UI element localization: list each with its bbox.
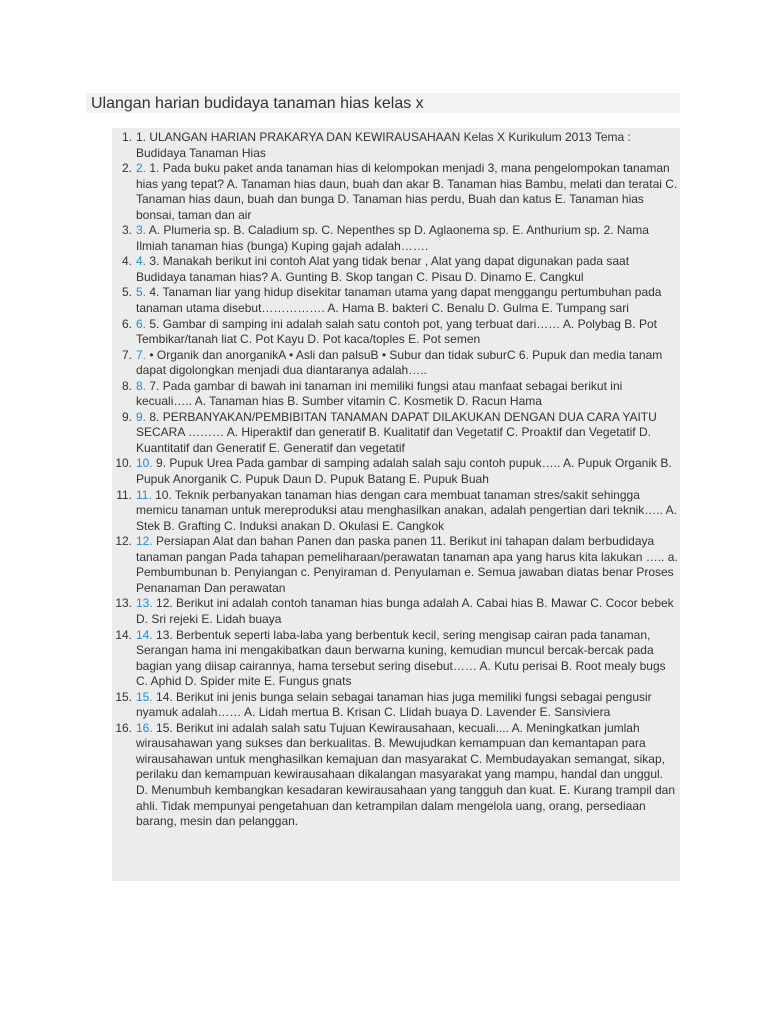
list-item [112, 690, 680, 721]
list-item [112, 223, 680, 254]
list-item-text: 9. Pupuk Urea Pada gambar di samping adalah salah saju contoh pupuk….. A. Pupuk Organik B. Pupuk Anorganik C. Pupuk Daun D. Pupuk Batang E. Pupuk Buah [136, 456, 672, 487]
page-link[interactable]: 16. [136, 720, 153, 735]
list-item [112, 161, 680, 223]
list-item [112, 285, 680, 316]
question-list [112, 128, 680, 830]
page-link[interactable]: 14. [136, 627, 153, 642]
list-item-text: 3. Manakah berikut ini contoh Alat yang tidak benar , Alat yang dapat digunakan pada saat Budidaya tanaman hias? A. Gunting B. Skop tangan C. Pisau D. Dinamo E. Cangkul [136, 254, 630, 284]
list-item-text: A. Plumeria sp. B. Caladium sp. C. Nepenthes sp D. Aglaonema sp. E. Anthurium sp. 2. Nama Ilmiah tanaman hias (bunga) Kuping gajah adalah……. [136, 223, 649, 253]
list-item [112, 254, 680, 285]
list-item-text: 5. Gambar di samping ini adalah salah satu contoh pot, yang terbuat dari…… A. Polybag B. Pot Tembikar/tanah liat C. Pot Kayu D. Pot kaca/toples E. Pot semen [136, 316, 657, 347]
list-item [112, 628, 680, 690]
page-link[interactable]: 6. [136, 316, 147, 331]
list-item-text: 7. Pada gambar di bawah ini tanaman ini memiliki fungsi atau manfaat sebagai berikut ini kecuali….. A. Tanaman hias B. Sumber vitamin C. Kosmetik D. Racun Hama [136, 378, 623, 409]
list-item-number: 8. [121, 378, 132, 393]
list-item-number: 1. [121, 130, 132, 144]
title-bar [86, 93, 680, 113]
list-item-text: 1. ULANGAN HARIAN PRAKARYA DAN KEWIRAUSAHAAN Kelas X Kurikulum 2013 Tema : Budidaya Tanaman Hias [136, 130, 631, 160]
list-item [112, 130, 680, 161]
list-item-number: 9. [121, 409, 132, 424]
list-item-number: 7. [121, 347, 132, 362]
list-item-number: 10. [115, 456, 132, 471]
list-item-number: 6. [121, 316, 132, 331]
list-item-number: 14. [115, 627, 132, 642]
list-item [112, 721, 680, 830]
page-link[interactable]: 12. [136, 534, 153, 549]
list-item-number: 3. [121, 223, 132, 238]
page-link[interactable]: 9. [136, 409, 147, 424]
list-item [112, 379, 680, 410]
list-item-number: 4. [121, 254, 132, 269]
list-item-text: 4. Tanaman liar yang hidup disekitar tanaman utama yang dapat menggangu pertumbuhan pada tanaman utama disebut……………. A. Hama B. bakteri C. Benalu D. Gulma E. Tumpang sari [136, 285, 662, 316]
list-item [112, 488, 680, 535]
list-item-number: 13. [115, 596, 132, 611]
document-title: Ulangan harian budidaya tanaman hias kelas x [91, 95, 424, 112]
list-item-text: Persiapan Alat dan bahan Panen dan paska panen 11. Berikut ini tahapan dalam berbudidaya tanaman pangan Pada tahapan pemeliharaan/perawatan tanaman apa yang harus kita lakukan ….. a. Pembumbunan b. Penyiangan c. Penyiraman d. Penyulaman e. Semua jawaban diatas benar Proses Penanaman Dan perawatan [136, 534, 678, 595]
list-item [112, 534, 680, 596]
page-link[interactable]: 2. [136, 161, 147, 176]
list-item-text: 8. PERBANYAKAN/PEMBIBITAN TANAMAN DAPAT DILAKUKAN DENGAN DUA CARA YAITU SECARA ……… A. Hiperaktif dan generatif B. Kualitatif dan Vegetatif C. Proaktif dan Vegetatif D. Kuantitatif dan Generatif E. Generatif dan vegetatif [136, 409, 657, 455]
list-item-number: 12. [115, 534, 132, 549]
list-item [112, 456, 680, 487]
list-item-text: 12. Berikut ini adalah contoh tanaman hias bunga adalah A. Cabai hias B. Mawar C. Cocor bebek D. Sri rejeki E. Lidah buaya [136, 596, 674, 626]
list-item-text: 14. Berikut ini jenis bunga selain sebagai tanaman hias juga memiliki fungsi sebagai pengusir nyamuk adalah…… A. Lidah mertua B. Krisan C. Llidah buaya D. Lavender E. Sansiviera [136, 689, 652, 720]
list-item [112, 317, 680, 348]
list-item-number: 11. [116, 487, 132, 502]
list-item-text: 13. Berbentuk seperti laba-laba yang berbentuk kecil, sering mengisap cairan pada tanaman, Serangan hama ini mengakibatkan daun berwarna kuning, kemudian muncul bercak-bercak pada bagian yang diisap cairannya, hama tersebut sering disebut…… A. Kutu perisai B. Root mealy bugs C. Aphid D. Spider mite E. Fungus gnats [136, 627, 666, 689]
list-item-number: 5. [121, 285, 132, 300]
page-link[interactable]: 13. [136, 596, 153, 611]
page-link[interactable]: 4. [136, 254, 147, 269]
document-content [112, 128, 680, 881]
list-item [112, 410, 680, 457]
list-item [112, 596, 680, 627]
page-link[interactable]: 3. [136, 223, 147, 238]
page-link[interactable]: 8. [136, 378, 147, 393]
list-item-number: 15. [115, 689, 132, 704]
page-link[interactable]: 5. [136, 285, 147, 300]
list-item-text: 15. Berikut ini adalah salah satu Tujuan Kewirausahaan, kecuali.... A. Meningkatkan jumlah wirausahawan yang sukses dan berkualitas. B. Mewujudkan kemampuan dan kemantapan para wirausahawan untuk menghasilkan kemajuan dan masyarakat C. Membudayakan semangat, sikap, perilaku dan kemampuan kewirausahaan dikalangan masyarakat yang mampu, handal dan unggul. D. Menumbuh kembangkan kesadaran kewirausahaan yang tangguh dan kuat. E. Kurang trampil dan ahli. Tidak mempunyai pengetahuan dan ketrampilan dalam mengelola uang, orang, persediaan barang, mesin dan pelanggan. [136, 720, 676, 829]
list-item-number: 2. [121, 161, 132, 176]
page-link[interactable]: 7. [136, 347, 147, 362]
list-item-text: • Organik dan anorganikA • Asli dan palsuB • Subur dan tidak suburC 6. Pupuk dan media tanam dapat digolongkan menjadi dua diantaranya adalah….. [136, 347, 663, 378]
page-link[interactable]: 11. [136, 487, 152, 502]
page-link[interactable]: 15. [136, 689, 153, 704]
page-link[interactable]: 10. [136, 456, 153, 471]
list-item-text: 10. Teknik perbanyakan tanaman hias dengan cara membuat tanaman stres/sakit sehingga memicu tanaman untuk mereproduksi atau menghasilkan anakan, adalah pengertian dari teknik….. A. Stek B. Grafting C. Induksi anakan D. Okulasi E. Cangkok [136, 487, 677, 533]
list-item-text: 1. Pada buku paket anda tanaman hias di kelompokan menjadi 3, mana pengelompokan tanaman hias yang tepat? A. Tanaman hias daun, buah dan akar B. Tanaman hias Bambu, melati dan teratai C. Tanaman hias daun, buah dan bunga D. Tanaman hias perdu, Buah dan katus E. Tanaman hias bonsai, taman dan air [136, 161, 678, 222]
list-item-number: 16. [115, 720, 132, 735]
list-item [112, 348, 680, 379]
